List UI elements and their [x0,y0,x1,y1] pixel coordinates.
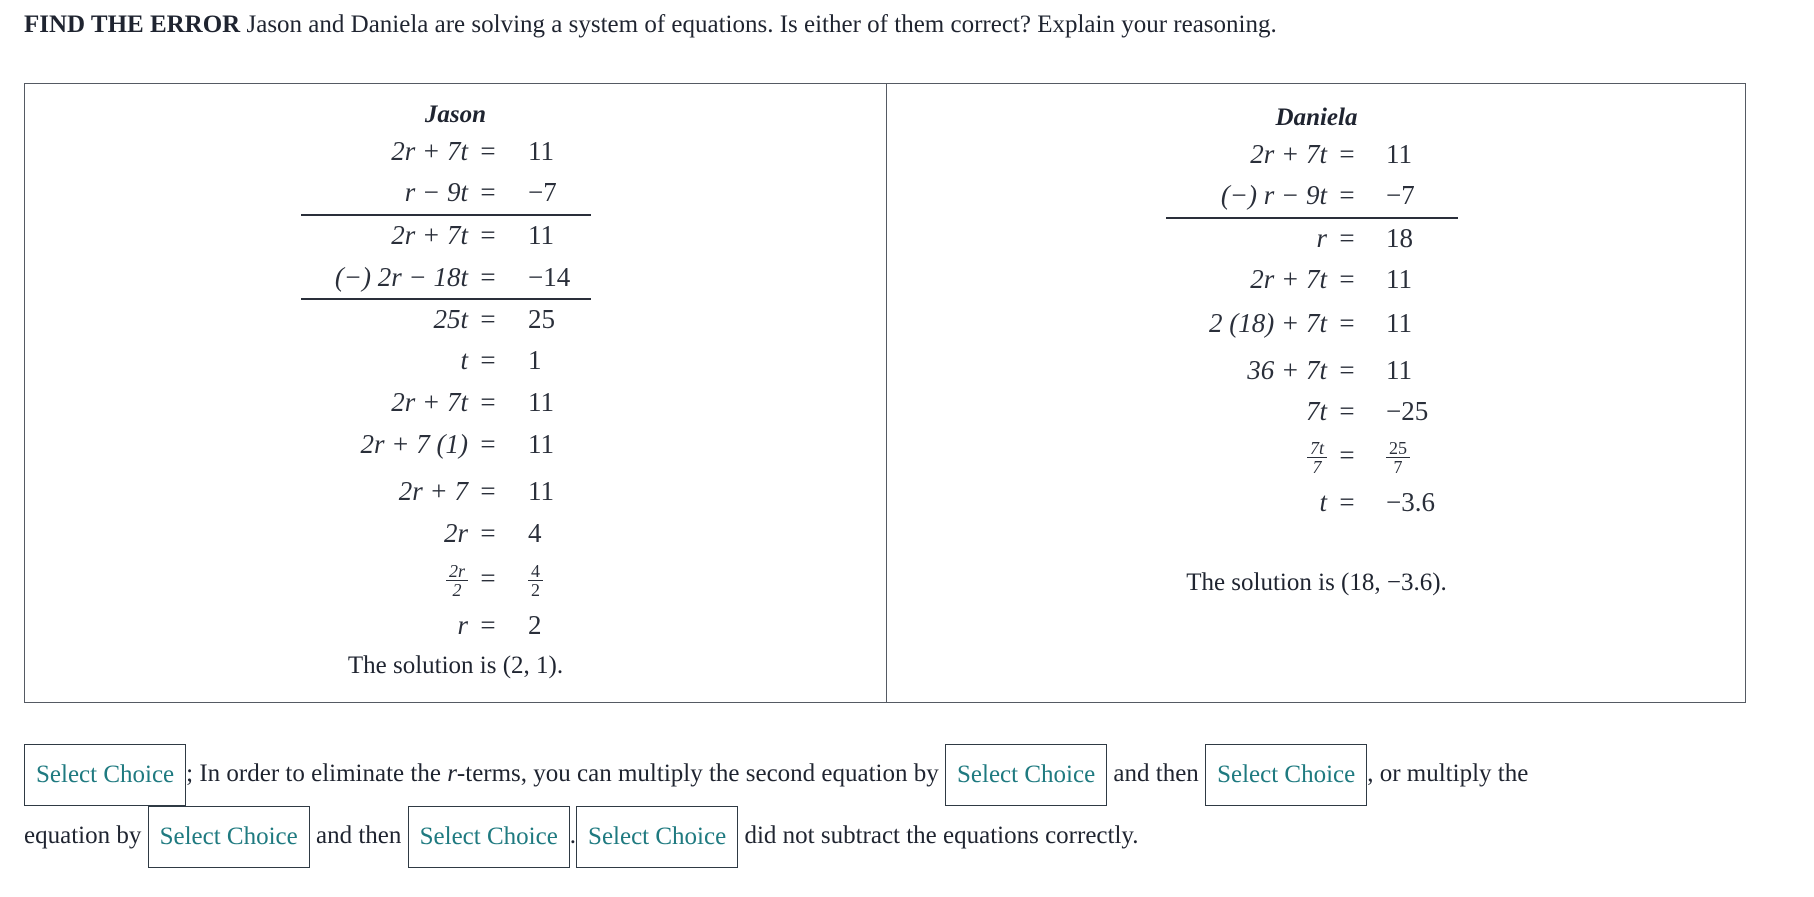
answer-text: -terms, you can multiply the second equation by [456,760,946,787]
daniela-step: 36 + 7t = 11 [1247,355,1412,385]
jason-step-fraction: $\frac{2r}{2}$ = $\frac{4}{2}$ [25,558,886,598]
select-choice-1[interactable]: Select Choice [24,744,186,806]
jason-step: r − 9t = −7 [404,177,557,207]
jason-step: 2r + 7t = 11 [391,387,554,417]
answer-text: , or multiply the [1367,760,1529,787]
daniela-step: 2r + 7t = 11 [1250,139,1412,169]
answer-text: equation by [24,822,148,849]
select-choice-4[interactable]: Select Choice [148,806,310,868]
select-choice-2[interactable]: Select Choice [945,744,1107,806]
answer-line-2 [24,805,1784,867]
answer-line-1 [24,743,1784,805]
jason-step: 2r + 7t = 11 [391,136,554,166]
jason-solution: The solution is (2, 1). [347,652,564,679]
jason-step: 2r + 7t = 11 [391,220,554,250]
select-choice-5[interactable]: Select Choice [408,806,570,868]
jason-step: 2r = 4 [443,518,542,548]
answer-text: did not subtract the equations correctly. [738,822,1139,849]
jason-step: 2r + 7 (1) = 11 [360,429,554,459]
answer-variable: r [447,760,457,787]
answer-text: ; In order to eliminate the [186,760,448,787]
jason-column [25,84,887,702]
prompt-text: Jason and Daniela are solving a system of equations. Is either of them correct? Explain your reasoning. [246,11,1277,38]
daniela-step: r = 18 [1316,223,1413,253]
question-prompt [24,8,1277,42]
jason-heading: Jason [424,101,487,128]
answer-area [24,743,1784,867]
answer-text: and then [1107,760,1206,787]
jason-step: 25t = 25 [433,304,555,334]
select-choice-3[interactable]: Select Choice [1205,744,1367,806]
fraction: $\frac{25}{7}$ [1386,439,1410,476]
daniela-solution: The solution is (18, −3.6). [1186,569,1447,596]
prompt-heading: FIND THE ERROR [24,11,241,38]
daniela-column [886,84,1747,702]
jason-step: (−) 2r − 18t = −14 [334,262,571,292]
select-choice-6[interactable]: Select Choice [576,806,738,868]
jason-step: t = 1 [460,345,542,375]
daniela-step: 2 (18) + 7t = 11 [1209,308,1412,338]
answer-text: and then [309,822,408,849]
fraction: $\frac{2r}{2}$ [446,562,468,599]
daniela-step: (−) r − 9t = −7 [1220,180,1415,210]
daniela-step: t = −3.6 [1319,487,1435,517]
daniela-step: 7t = −25 [1305,396,1429,426]
daniela-step: 2r + 7t = 11 [1250,264,1412,294]
answer-text: . [569,822,577,849]
work-table [24,83,1746,703]
daniela-heading: Daniela [1275,104,1358,131]
jason-step: r = 2 [457,610,542,640]
jason-step: 2r + 7 = 11 [398,476,554,506]
fraction: $\frac{4}{2}$ [528,562,543,599]
fraction: $\frac{7t}{7}$ [1307,439,1327,476]
daniela-step-fraction: $\frac{7t}{7}$ = $\frac{25}{7}$ [886,435,1747,475]
